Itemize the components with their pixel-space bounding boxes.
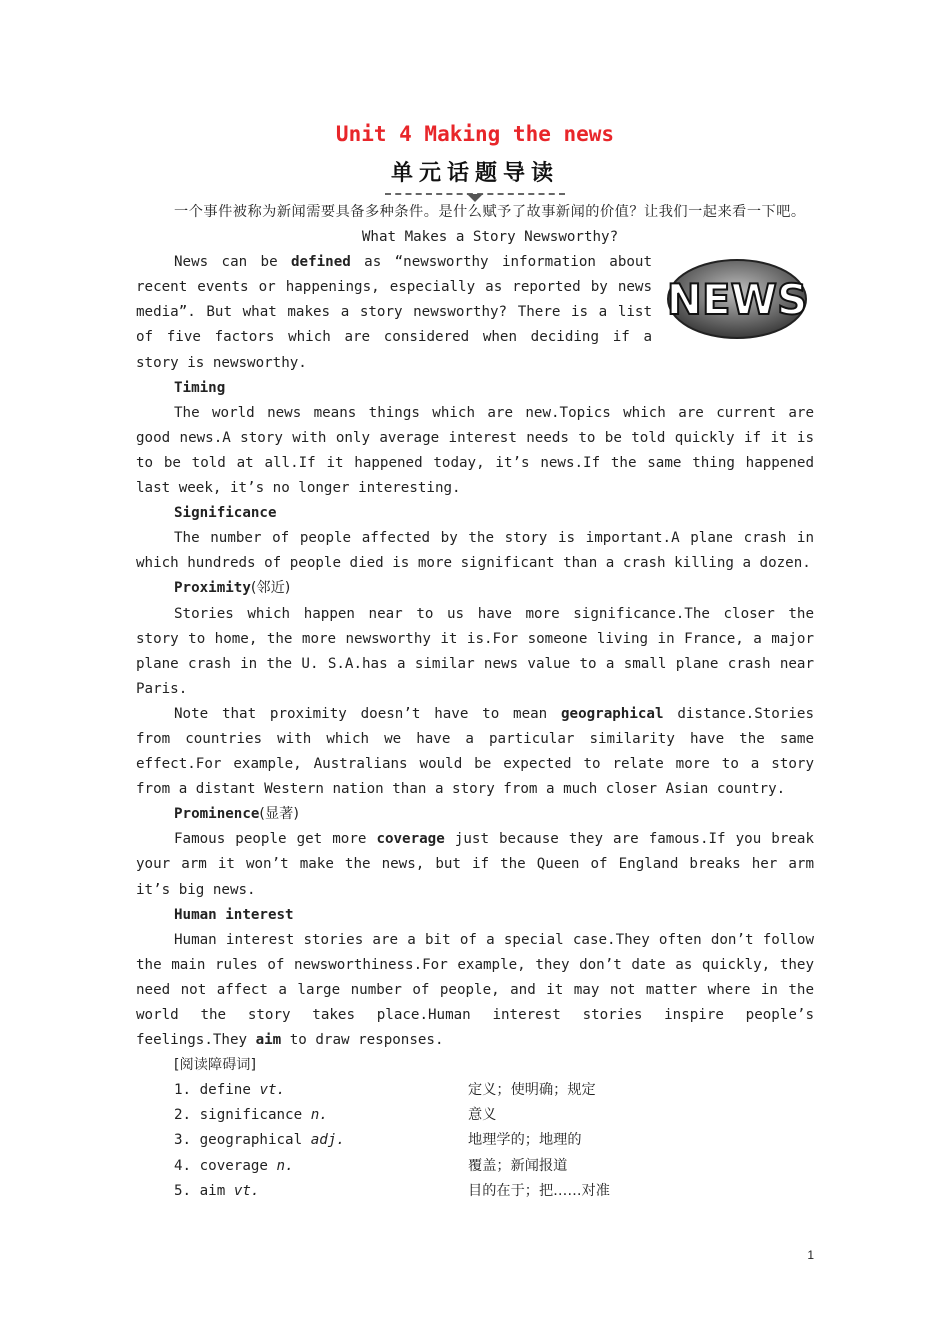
subtitle-text: 单元话题导读 bbox=[390, 161, 559, 186]
intro-paragraph: 一个事件被称为新闻需要具备多种条件。是什么赋予了故事新闻的价值？让我们一起来看一下吧。 bbox=[174, 204, 806, 220]
paragraph-prominence: Famous people get more coverage just because they are famous.If you break your arm it won’t make the news, but if the Queen of England breaks her arm it’s big news. bbox=[136, 831, 814, 898]
page-number: 1 bbox=[807, 1248, 814, 1262]
paragraph-intro: News can be defined as “newsworthy information about recent events or happenings, especially as reported by news media”. But what makes a story newsworthy? There is a list of five factors which are considered when deciding if a story is newsworthy. bbox=[136, 254, 652, 371]
news-logo-image bbox=[666, 258, 808, 340]
keyword-geographical: geographical bbox=[561, 705, 664, 722]
heading-prominence: Prominence(显著) bbox=[174, 806, 299, 823]
subtitle-banner bbox=[0, 154, 950, 195]
keyword-aim: aim bbox=[255, 1032, 282, 1049]
logo-text: NEWS bbox=[666, 275, 808, 325]
vocab-item: 3. geographical adj. 地理学的；地理的 bbox=[174, 1132, 582, 1149]
vocab-list bbox=[136, 1078, 814, 1203]
vocab-item: 4. coverage n. 覆盖；新闻报道 bbox=[174, 1157, 568, 1174]
vocab-label: [阅读障碍词] bbox=[174, 1057, 257, 1074]
keyword-defined: defined bbox=[291, 254, 351, 271]
paragraph-timing: The world news means things which are new.Topics which are current are good news.A story with only average interest needs to be told quickly if it is to be told at all.If it happened today, it’s news.If the same thing happened last week, it’s no longer interesting. bbox=[136, 404, 814, 497]
unit-title: Unit 4 Making the news bbox=[335, 122, 615, 146]
heading-proximity: Proximity(邻近) bbox=[174, 580, 291, 597]
article-title: What Makes a Story Newsworthy? bbox=[361, 229, 619, 246]
paragraph-human-interest: Human interest stories are a bit of a special case.They often don’t follow the main rules of newsworthiness.For example, they don’t date as quickly, they need not affect a large number of people, and it may not matter where in the world the story takes place.Human interest stories inspire people’s feelings.They aim to draw responses. bbox=[136, 931, 814, 1049]
subtitle-box bbox=[385, 154, 565, 195]
heading-significance: Significance bbox=[174, 505, 277, 522]
vocab-item: 2. significance n. 意义 bbox=[174, 1107, 497, 1124]
heading-timing: Timing bbox=[174, 379, 226, 396]
heading-human-interest: Human interest bbox=[174, 906, 294, 923]
vocab-item: 1. define vt. 定义；使明确；规定 bbox=[174, 1082, 596, 1099]
paragraph-proximity-note: Note that proximity doesn’t have to mean geographical distance.Stories from countries with which we have a particular similarity have the same effect.For example, Australians would be expected to relate more to a story from a distant Western nation than a story from a much closer Asian country. bbox=[136, 705, 814, 798]
article-content bbox=[136, 200, 814, 1204]
keyword-coverage: coverage bbox=[376, 831, 445, 848]
paragraph-proximity: Stories which happen near to us have more significance.The closer the story to home, the more newsworthy it is.For someone living in France, a major plane crash in the U. S.A.has a similar news value to a small plane crash near Paris. bbox=[136, 605, 814, 697]
vocab-item: 5. aim vt. 目的在于；把……对准 bbox=[174, 1182, 610, 1199]
paragraph-significance: The number of people affected by the story is important.A plane crash in which hundreds of people died is more significant than a crash killing a dozen. bbox=[136, 530, 814, 572]
